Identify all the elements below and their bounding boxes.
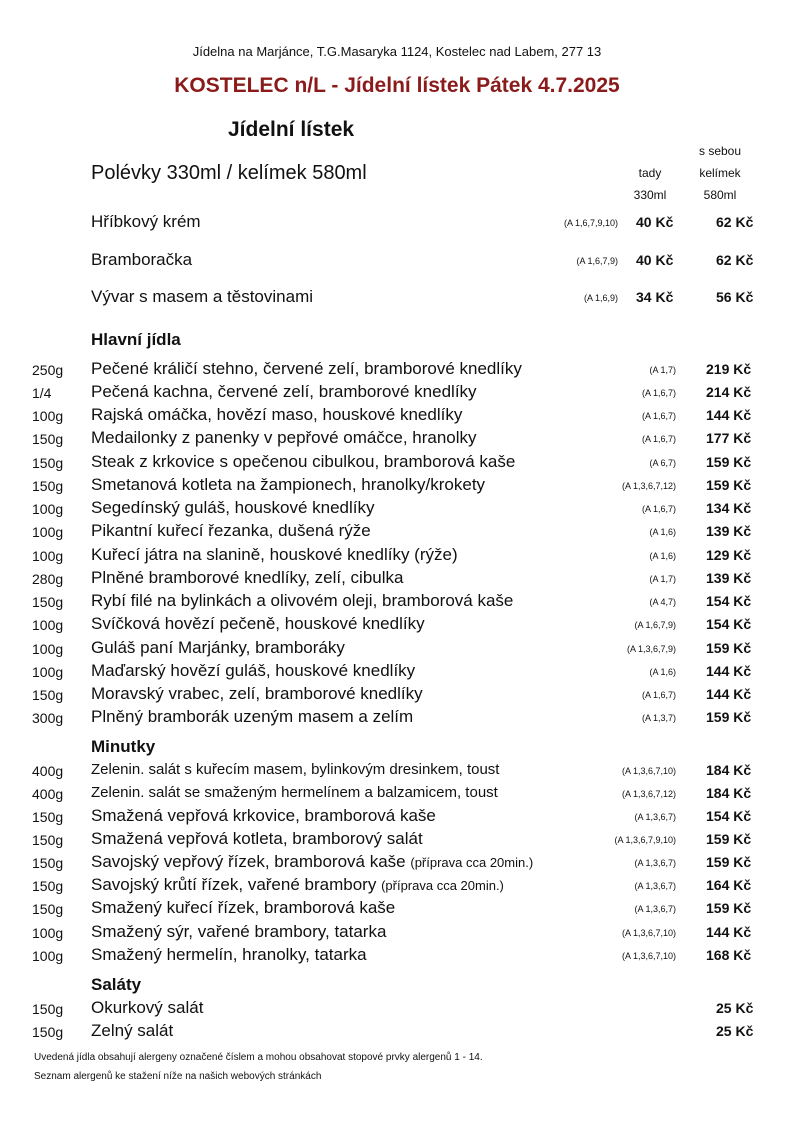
item-price: 184 Kč — [706, 785, 752, 801]
page-title: KOSTELEC n/L - Jídelní lístek Pátek 4.7.2025 — [174, 74, 620, 97]
menu-subtitle: Jídelní lístek — [228, 118, 355, 141]
allergens: (A 1,3,6,7,10) — [621, 766, 676, 776]
allergens: (A 1,3,7) — [641, 713, 676, 723]
allergen-note: Uvedená jídla obsahují alergeny označené číslem a mohou obsahovat stopové prvky alergenů 1 - 14. — [34, 1052, 483, 1063]
menu-item — [0, 452, 794, 475]
price-takeaway: 62 Kč — [716, 252, 754, 268]
price-takeaway: 56 Kč — [716, 289, 754, 305]
price-here: 40 Kč — [636, 214, 674, 230]
item-weight: 100g — [32, 408, 64, 424]
price-here: 40 Kč — [636, 252, 674, 268]
item-price: 154 Kč — [706, 616, 752, 632]
menu-item — [0, 359, 794, 382]
item-weight: 300g — [32, 710, 64, 726]
menu-item — [0, 498, 794, 521]
allergens: (A 1,6,7,9) — [576, 256, 618, 266]
item-price: 184 Kč — [706, 762, 752, 778]
allergens: (A 1,6,7,9,10) — [563, 218, 618, 228]
allergens: (A 1,7) — [649, 365, 676, 375]
allergen-list-note: Seznam alergenů ke stažení níže na našich webových stránkách — [34, 1071, 322, 1082]
item-weight: 100g — [32, 664, 64, 680]
soup-row — [0, 250, 794, 273]
allergens: (A 1,3,6,7) — [634, 858, 676, 868]
menu-item — [0, 783, 794, 806]
item-weight: 150g — [32, 478, 64, 494]
menu-item — [0, 998, 794, 1021]
restaurant-address: Jídelna na Marjánce, T.G.Masaryka 1124, Kostelec nad Labem, 277 13 — [192, 44, 602, 59]
item-price: 139 Kč — [706, 523, 752, 539]
item-price: 168 Kč — [706, 947, 752, 963]
column-header-takeaway: s sebou kelímek 580ml — [698, 144, 742, 202]
item-price: 159 Kč — [706, 900, 752, 916]
item-name: Zelenin. salát se smaženým hermelínem a balzamicem, toust — [91, 784, 498, 801]
item-name: Smažená vepřová krkovice, bramborová kaše — [91, 806, 436, 825]
item-name: Medailonky z panenky v pepřové omáčce, hranolky — [91, 428, 477, 447]
item-name: Smažená vepřová kotleta, bramborový salát — [91, 829, 423, 848]
allergens: (A 1,6) — [649, 527, 676, 537]
item-name: Savojský vepřový řízek, bramborová kaše — [91, 852, 406, 871]
item-weight: 100g — [32, 948, 64, 964]
item-price: 159 Kč — [706, 477, 752, 493]
allergens: (A 1,6,7,9) — [634, 620, 676, 630]
allergens: (A 1,3,6,7) — [634, 904, 676, 914]
item-weight: 100g — [32, 548, 64, 564]
allergens: (A 1,3,6,7) — [634, 881, 676, 891]
item-name: Okurkový salát — [91, 998, 204, 1017]
item-price: 159 Kč — [706, 831, 752, 847]
item-price: 159 Kč — [706, 854, 752, 870]
allergens: (A 1,6,7) — [641, 434, 676, 444]
soups-heading: Polévky 330ml / kelímek 580ml — [91, 162, 367, 184]
item-weight: 400g — [32, 786, 64, 802]
item-name: Pečená kachna, červené zelí, bramborové knedlíky — [91, 382, 477, 401]
menu-item — [0, 382, 794, 405]
menu-item — [0, 545, 794, 568]
item-weight: 100g — [32, 641, 64, 657]
item-price: 144 Kč — [706, 407, 752, 423]
item-weight: 280g — [32, 571, 64, 587]
menu-item — [0, 707, 794, 730]
item-price: 144 Kč — [706, 924, 752, 940]
allergens: (A 1,3,6,7,9) — [626, 644, 676, 654]
item-weight: 150g — [32, 809, 64, 825]
main-dishes-heading: Hlavní jídla — [91, 330, 181, 349]
item-weight: 1/4 — [32, 385, 52, 401]
item-weight: 400g — [32, 763, 64, 779]
item-name: Pikantní kuřecí řezanka, dušená rýže — [91, 521, 371, 540]
item-weight: 150g — [32, 594, 64, 610]
allergens: (A 1,6) — [649, 551, 676, 561]
allergens: (A 1,6) — [649, 667, 676, 677]
item-name: Moravský vrabec, zelí, bramborové knedlíky — [91, 684, 423, 703]
item-name: Rybí filé na bylinkách a olivovém oleji, bramborová kaše — [91, 591, 514, 610]
menu-item — [0, 1021, 794, 1044]
item-price: 164 Kč — [706, 877, 752, 893]
menu-item — [0, 638, 794, 661]
item-weight: 100g — [32, 524, 64, 540]
prep-time-note: (příprava cca 20min.) — [410, 855, 534, 870]
item-name-container — [91, 875, 504, 895]
menu-item — [0, 428, 794, 451]
item-weight: 150g — [32, 455, 64, 471]
item-price: 159 Kč — [706, 454, 752, 470]
allergens: (A 1,3,6,7,10) — [621, 951, 676, 961]
soup-row — [0, 212, 794, 235]
item-price: 134 Kč — [706, 500, 752, 516]
soup-row — [0, 287, 794, 310]
allergens: (A 1,7) — [649, 574, 676, 584]
item-name: Pečené králičí stehno, červené zelí, bramborové knedlíky — [91, 359, 522, 378]
allergens: (A 1,6,7) — [641, 690, 676, 700]
menu-item — [0, 591, 794, 614]
item-price: 177 Kč — [706, 430, 752, 446]
menu-item — [0, 829, 794, 852]
soup-name: Bramboračka — [91, 250, 193, 269]
price-takeaway: 62 Kč — [716, 214, 754, 230]
menu-item — [0, 661, 794, 684]
item-name: Savojský krůtí řízek, vařené brambory — [91, 875, 377, 894]
item-name: Plněný bramborák uzeným masem a zelím — [91, 707, 414, 726]
item-name: Plněné bramborové knedlíky, zelí, cibulka — [91, 568, 404, 587]
menu-item — [0, 875, 794, 898]
minutky-heading: Minutky — [91, 737, 156, 756]
prep-time-note: (příprava cca 20min.) — [381, 878, 504, 893]
menu-item — [0, 760, 794, 783]
item-price: 214 Kč — [706, 384, 752, 400]
item-name: Guláš paní Marjánky, bramboráky — [91, 638, 345, 657]
allergens: (A 1,3,6,7) — [634, 812, 676, 822]
item-price: 219 Kč — [706, 361, 752, 377]
item-weight: 100g — [32, 925, 64, 941]
price-here: 34 Kč — [636, 289, 674, 305]
soup-name: Vývar s masem a těstovinami — [91, 287, 314, 306]
item-name: Smažený sýr, vařené brambory, tatarka — [91, 922, 387, 941]
item-weight: 150g — [32, 878, 64, 894]
item-name: Smetanová kotleta na žampionech, hranolky/krokety — [91, 475, 486, 494]
item-price: 144 Kč — [706, 663, 752, 679]
item-weight: 100g — [32, 617, 64, 633]
item-name: Zelný salát — [91, 1021, 174, 1040]
column-header-here: tady 330ml — [633, 166, 667, 202]
item-weight: 100g — [32, 501, 64, 517]
item-weight: 250g — [32, 362, 64, 378]
item-weight: 150g — [32, 1024, 64, 1040]
menu-item — [0, 806, 794, 829]
item-name: Zelenin. salát s kuřecím masem, bylinkovým dresinkem, toust — [91, 761, 500, 778]
item-weight: 150g — [32, 832, 64, 848]
item-name: Rajská omáčka, hovězí maso, houskové knedlíky — [91, 405, 463, 424]
allergens: (A 1,3,6,7,9,10) — [614, 835, 676, 845]
item-name: Smažený hermelín, hranolky, tatarka — [91, 945, 367, 964]
allergens: (A 1,3,6,7,10) — [621, 928, 676, 938]
allergens: (A 6,7) — [649, 458, 676, 468]
menu-item — [0, 614, 794, 637]
item-price: 25 Kč — [716, 1023, 754, 1039]
allergens: (A 1,3,6,7,12) — [621, 481, 676, 491]
item-price: 159 Kč — [706, 709, 752, 725]
item-name: Maďarský hovězí guláš, houskové knedlíky — [91, 661, 416, 680]
menu-item — [0, 568, 794, 591]
menu-item — [0, 521, 794, 544]
menu-item — [0, 852, 794, 875]
allergens: (A 1,6,7) — [641, 388, 676, 398]
item-price: 129 Kč — [706, 547, 752, 563]
item-weight: 150g — [32, 431, 64, 447]
item-price: 144 Kč — [706, 686, 752, 702]
menu-item — [0, 684, 794, 707]
item-weight: 150g — [32, 687, 64, 703]
item-name: Smažený kuřecí řízek, bramborová kaše — [91, 898, 396, 917]
menu-item — [0, 405, 794, 428]
allergens: (A 1,6,7) — [641, 411, 676, 421]
allergens: (A 4,7) — [649, 597, 676, 607]
item-name-container — [91, 852, 533, 872]
item-price: 154 Kč — [706, 808, 752, 824]
menu-item — [0, 898, 794, 921]
item-name: Kuřecí játra na slanině, houskové knedlíky (rýže) — [91, 545, 458, 564]
allergens: (A 1,3,6,7,12) — [621, 789, 676, 799]
soup-name: Hříbkový krém — [91, 212, 201, 231]
item-name: Steak z krkovice s opečenou cibulkou, bramborová kaše — [91, 452, 516, 471]
item-weight: 150g — [32, 855, 64, 871]
item-weight: 150g — [32, 901, 64, 917]
menu-item — [0, 945, 794, 968]
item-name: Segedínský guláš, houskové knedlíky — [91, 498, 375, 517]
item-weight: 150g — [32, 1001, 64, 1017]
item-price: 159 Kč — [706, 640, 752, 656]
menu-item — [0, 922, 794, 945]
allergens: (A 1,6,7) — [641, 504, 676, 514]
item-price: 154 Kč — [706, 593, 752, 609]
allergens: (A 1,6,9) — [583, 293, 618, 303]
salads-heading: Saláty — [91, 975, 142, 994]
item-price: 139 Kč — [706, 570, 752, 586]
item-name: Svíčková hovězí pečeně, houskové knedlíky — [91, 614, 425, 633]
menu-item — [0, 475, 794, 498]
item-price: 25 Kč — [716, 1000, 754, 1016]
